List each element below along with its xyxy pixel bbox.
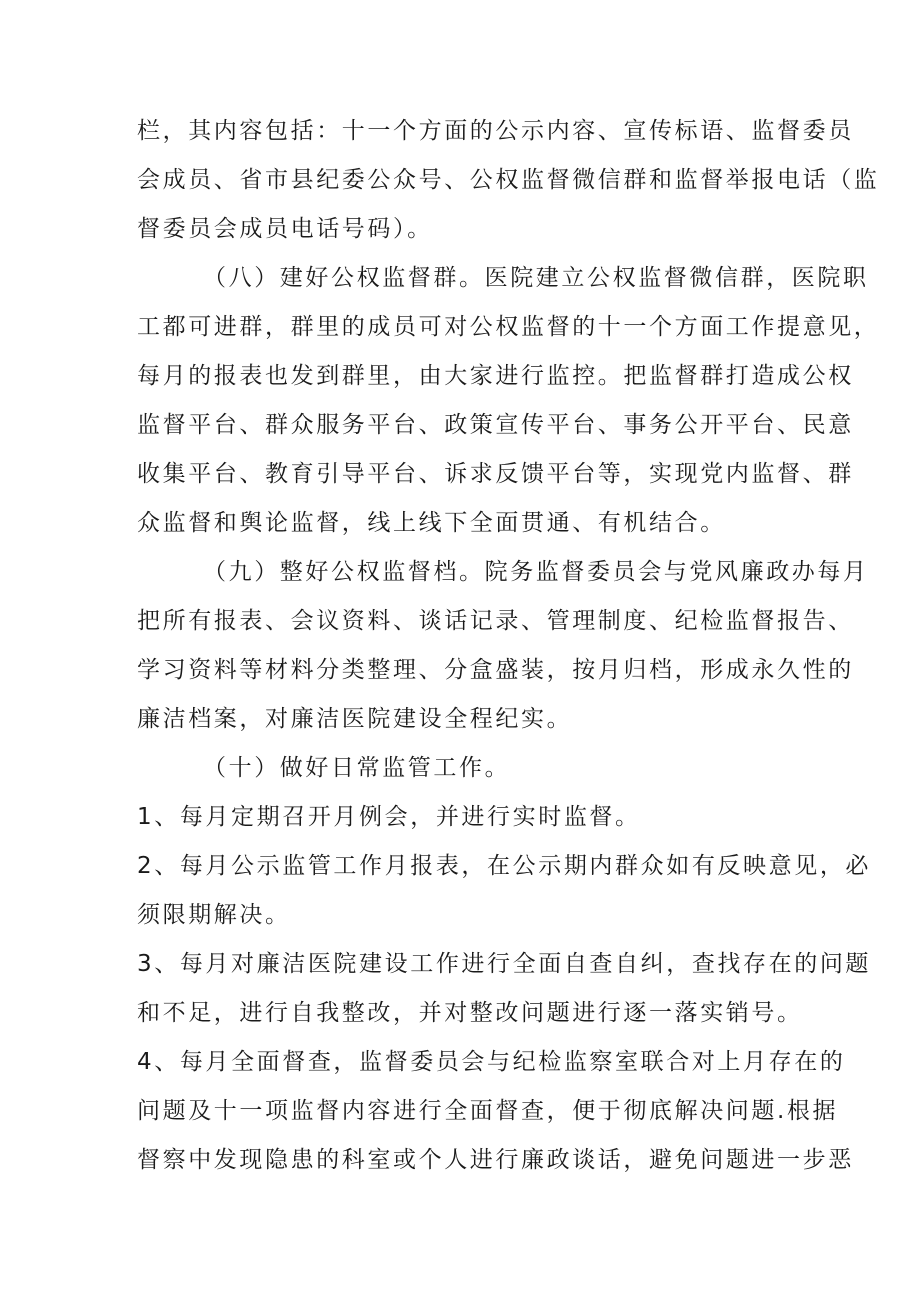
text-line: 收集平台、教育引导平台、诉求反馈平台等，实现党内监督、群: [137, 461, 854, 487]
text-line: 会成员、省市县纪委公众号、公权监督微信群和监督举报电话（监: [137, 167, 880, 193]
text-line: 工都可进群，群里的成员可对公权监督的十一个方面工作提意见，: [137, 314, 880, 340]
list-item-3: 3、每月对廉洁医院建设工作进行全面自查自纠，查找存在的问题: [137, 951, 872, 977]
text-line: 和不足，进行自我整改，并对整改问题进行逐一落实销号。: [137, 1000, 803, 1026]
text-line: 栏，其内容包括：十一个方面的公示内容、宣传标语、监督委员: [137, 118, 854, 144]
list-item-4: 4、每月全面督查，监督委员会与纪检监察室联合对上月存在的: [137, 1049, 846, 1075]
text-line: 众监督和舆论监督，线上线下全面贯通、有机结合。: [137, 510, 726, 536]
list-item-2: 2、每月公示监管工作月报表，在公示期内群众如有反映意见，必: [137, 853, 872, 879]
text-line: 每月的报表也发到群里，由大家进行监控。把监督群打造成公权: [137, 363, 854, 389]
text-line: 督察中发现隐患的科室或个人进行廉政谈话，避免问题进一步恶: [137, 1147, 854, 1173]
section-heading-10: （十）做好日常监管工作。: [203, 755, 511, 781]
text-line: 廉洁档案，对廉洁医院建设全程纪实。: [137, 706, 573, 732]
section-heading-9: （九）整好公权监督档。院务监督委员会与党风廉政办每月: [203, 559, 869, 585]
text-line: 问题及十一项监督内容进行全面督查，便于彻底解决问题.根据: [137, 1098, 839, 1124]
text-line: 监督平台、群众服务平台、政策宣传平台、事务公开平台、民意: [137, 412, 854, 438]
text-line: 学习资料等材料分类整理、分盒盛装，按月归档，形成永久性的: [137, 657, 854, 683]
text-line: 把所有报表、会议资料、谈话记录、管理制度、纪检监督报告、: [137, 608, 854, 634]
section-heading-8: （八）建好公权监督群。医院建立公权监督微信群，医院职: [203, 265, 869, 291]
text-line: 须限期解决。: [137, 902, 291, 928]
text-line: 督委员会成员电话号码）。: [137, 216, 433, 242]
list-item-1: 1、每月定期召开月例会，并进行实时监督。: [137, 804, 641, 830]
